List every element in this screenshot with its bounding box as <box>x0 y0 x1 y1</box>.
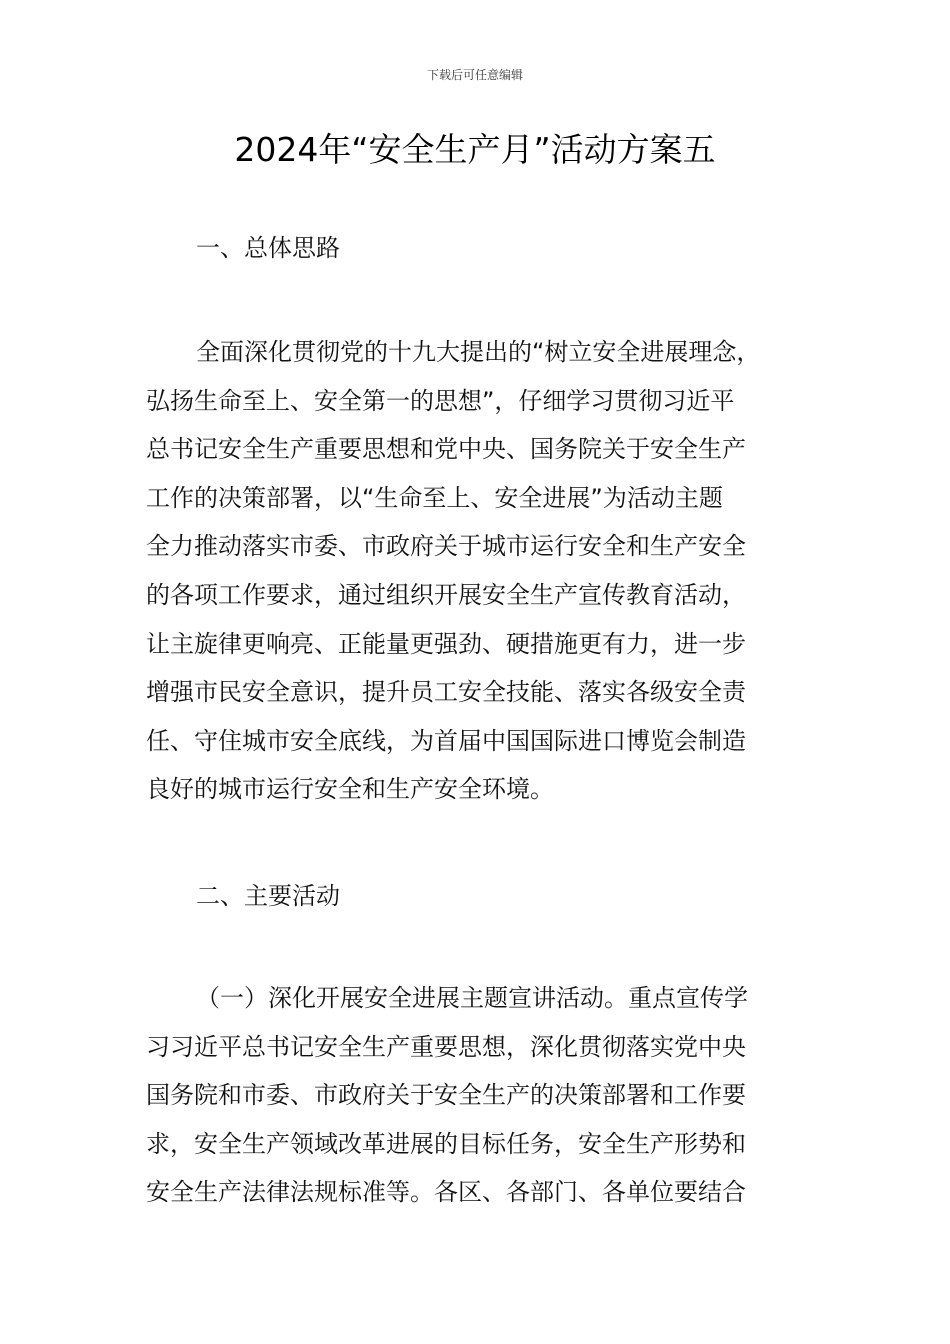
text-line: 良好的城市运行安全和生产安全环境。 <box>146 775 554 804</box>
paragraph-main-activities <box>146 974 826 1217</box>
text-line: 求，安全生产领域改革进展的目标任务，安全生产形势和 <box>146 1129 746 1158</box>
text-line: 全力推动落实市委、市政府关于城市运行安全和生产安全 <box>146 532 746 561</box>
paragraph-overall-approach <box>146 328 826 814</box>
text-line: 的各项工作要求，通过组织开展安全生产宣传教育活动， <box>146 580 746 609</box>
text-line: 任、守住城市安全底线，为首届中国国际进口博览会制造 <box>146 726 746 755</box>
section-heading-main-activities: 二、主要活动 <box>196 882 340 910</box>
text-line: 工作的决策部署，以“生命至上、安全进展”为活动主题 <box>146 483 723 512</box>
page-title: 2024年“安全生产月”活动方案五 <box>234 130 716 169</box>
text-line: 总书记安全生产重要思想和党中央、国务院关于安全生产 <box>146 435 746 464</box>
section-heading-overall-approach: 一、总体思路 <box>196 234 340 262</box>
text-line: 国务院和市委、市政府关于安全生产的决策部署和工作要 <box>146 1081 746 1110</box>
text-line: 安全生产法律法规标准等。各区、各部门、各单位要结合 <box>146 1178 746 1207</box>
text-line: 习习近平总书记安全生产重要思想，深化贯彻落实党中央 <box>146 1032 746 1061</box>
text-line: （一）深化开展安全进展主题宣讲活动。重点宣传学 <box>196 984 748 1012</box>
text-line: 增强市民安全意识，提升员工安全技能、落实各级安全责 <box>146 678 746 707</box>
header-note: 下载后可任意编辑 <box>426 68 523 82</box>
text-line: 让主旋律更响亮、正能量更强劲、硬措施更有力，进一步 <box>146 629 746 658</box>
text-line: 全面深化贯彻党的十九大提出的“树立安全进展理念， <box>196 338 761 366</box>
text-line: 弘扬生命至上、安全第一的思想”，仔细学习贯彻习近平 <box>146 386 735 415</box>
